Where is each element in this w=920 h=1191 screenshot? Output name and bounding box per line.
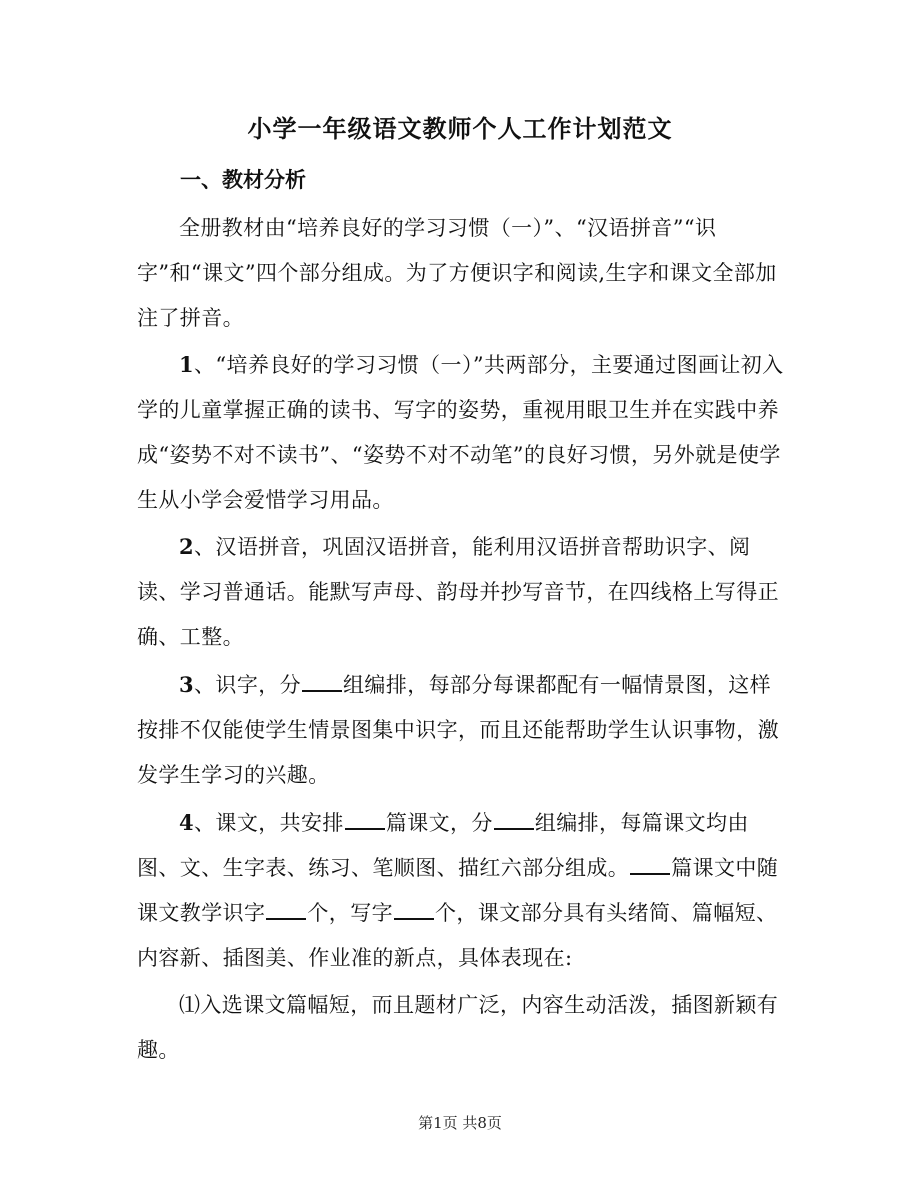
- paragraph-4-text-d: 篇课文中随课文教学识字: [137, 856, 779, 925]
- paragraph-4-text-b: 篇课文，分: [385, 811, 493, 835]
- paragraph-3: [137, 662, 787, 798]
- fill-blank: [630, 857, 670, 875]
- paragraph-1-number: 1: [179, 352, 195, 377]
- paragraph-3-text-b: 组编排，每部分每课都配有一幅情景图，这样按排不仅能使学生情景图集中识字，而且还能帮助学生认识事物，激发学生学习的兴趣。: [137, 673, 779, 787]
- fill-blank: [302, 674, 342, 692]
- fill-blank: [394, 902, 434, 920]
- fill-blank: [266, 902, 306, 920]
- paragraph-4-text-a: 、课文，共安排: [194, 811, 344, 835]
- paragraph-5: ⑴入选课文篇幅短，而且题材广泛，内容生动活泼，插图新颖有趣。: [137, 993, 779, 1062]
- paragraph-3-text-a: 、识字，分: [194, 673, 302, 697]
- paragraph-3-number: 3: [179, 672, 195, 697]
- paragraph-4: [137, 800, 787, 981]
- paragraph-intro: 全册教材由“培养良好的学习习惯（一）”、“汉语拼音”“识字”和“课文”四个部分组成。为了方便识字和阅读,生字和课文全部加注了拼音。: [137, 216, 777, 330]
- paragraph-4-text-c: 组编排，每篇课文均由图、文、生字表、练习、笔顺图、描红六部分组成。: [137, 811, 749, 880]
- paragraph-4-text-f: 个，课文部分具有头绪简、篇幅短、内容新、插图美、作业准的新点，具体表现在:: [137, 901, 778, 970]
- paragraph-4-text-e: 个，写字: [307, 901, 394, 925]
- fill-blank: [345, 812, 385, 830]
- paragraph-1: [137, 342, 787, 523]
- page-footer: 第1页 共8页: [418, 1114, 502, 1132]
- fill-blank: [494, 812, 534, 830]
- paragraph-2-number: 2: [179, 534, 195, 559]
- paragraph-1-text: 、“培养良好的学习习惯（一）”共两部分，主要通过图画让初入学的儿童掌握正确的读书、写字的姿势，重视用眼卫生并在实践中养成“姿势不对不读书”、“姿势不对不动笔”的良好习惯，另外就是使学生从小学会爱惜学习用品。: [137, 353, 784, 512]
- paragraph-4-number: 4: [179, 810, 195, 835]
- document-title: 小学一年级语文教师个人工作计划范文: [247, 114, 673, 143]
- paragraph-2: [137, 524, 787, 660]
- paragraph-2-text: 、汉语拼音，巩固汉语拼音，能利用汉语拼音帮助识字、阅读、学习普通话。能默写声母、韵母并抄写音节，在四线格上写得正确、工整。: [137, 535, 779, 649]
- section-heading: 一、教材分析: [180, 167, 306, 192]
